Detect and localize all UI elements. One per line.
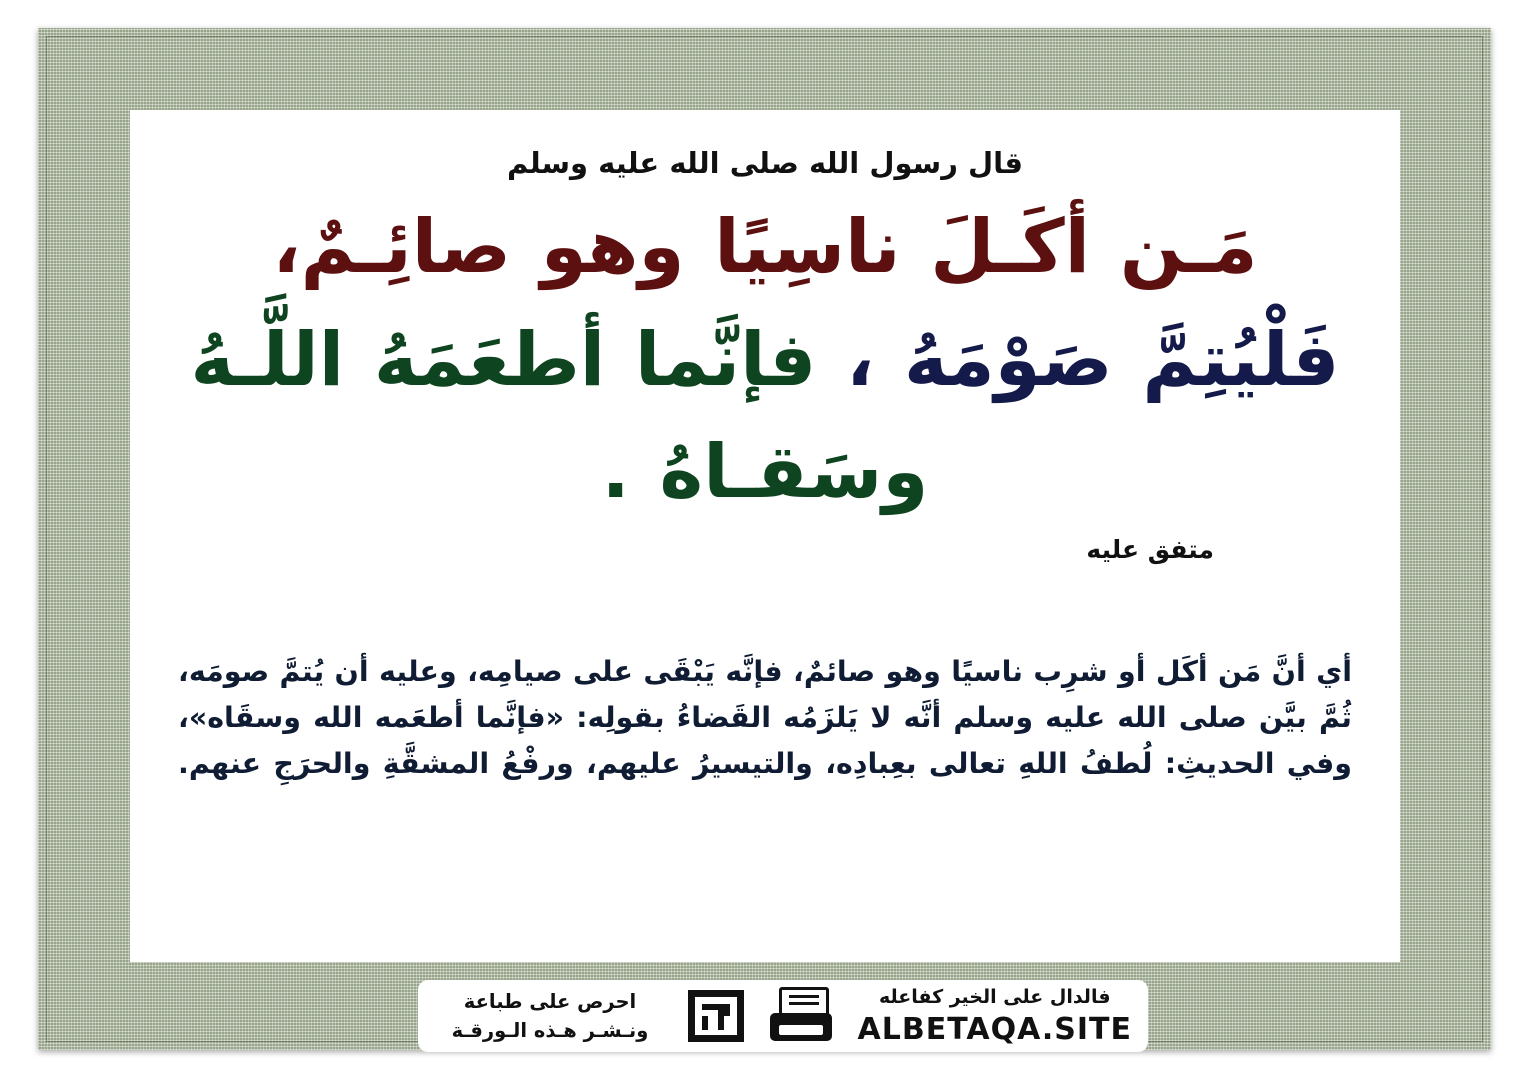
site-tagline: فالدال على الخير كفاعله — [879, 986, 1111, 1009]
hadith-source-row — [164, 535, 1366, 575]
hadith-part-1: مَـن أكَـلَ ناسِيًا وهو صائِـمٌ، — [272, 204, 1258, 291]
print-note-line-1: احرص على طباعة — [463, 989, 637, 1013]
hadith-part-2: فَلْيُتِمَّ صَوْمَهُ ، — [846, 316, 1340, 403]
hadith-explanation — [164, 649, 1366, 787]
site-url[interactable]: ALBETAQA.SITE — [857, 1011, 1132, 1047]
explanation-paragraph: أي أنَّ مَن أكَل أو شرِب ناسيًا وهو صائمٌ، فإنَّه يَبْقَى على صيامِه، وعليه أن يُتمَّ صومَه، ثُمَّ بيَّن صلى الله عليه وسلم أنَّه لا يَلزَمُه القَضاءُ بقولِه: «فإنَّما أطعَمه الله وسقَاه»، وفي الحديثِ: لُطفُ اللهِ تعالى بعِبادِه، والتيسيرُ عليهم، ورفْعُ المشقَّةِ والحرَجِ عنهم. — [178, 654, 1352, 780]
hadith-intro: قال رسول الله صلى الله عليه وسلم — [506, 146, 1024, 180]
site-credit[interactable] — [858, 985, 1132, 1047]
hadith-source: متفق عليه — [1086, 534, 1214, 564]
kufic-logo-shape — [688, 990, 744, 1042]
printer-icon — [765, 987, 839, 1045]
poster-card — [130, 110, 1400, 962]
dawah-waraqa-kufic-logo-icon — [685, 988, 747, 1044]
print-note-line-2: ونـشـر هـذه الـورقـة — [451, 1019, 649, 1042]
footer-bar — [418, 980, 1148, 1052]
hadith-part-3: فإنَّما أطعَمَهُ اللَّـهُ وسَقـاهُ . — [190, 316, 929, 516]
poster-frame — [38, 28, 1491, 1050]
printer-slot-icon — [779, 1025, 823, 1035]
hadith-text — [164, 191, 1366, 528]
print-note — [434, 987, 666, 1046]
